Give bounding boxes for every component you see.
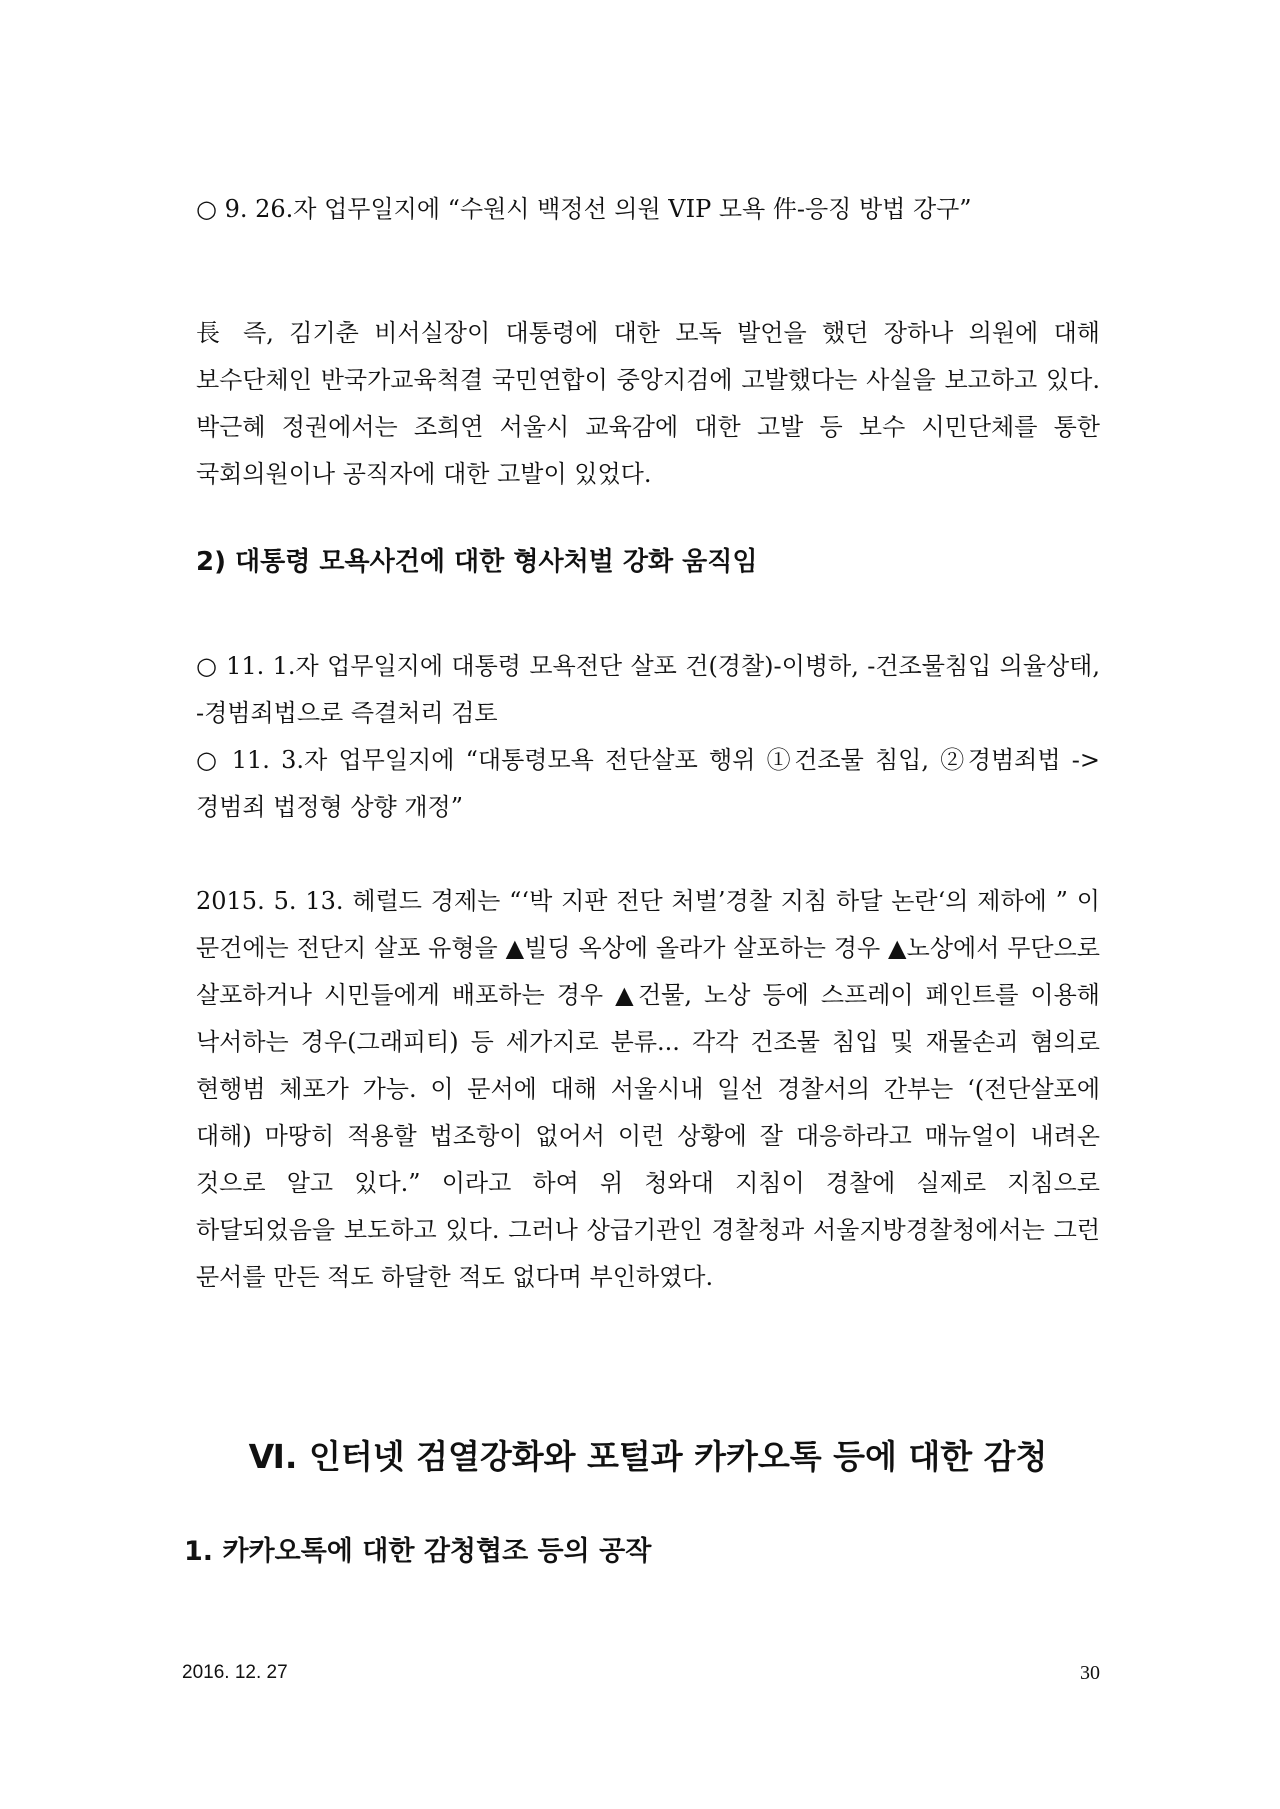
chapter-heading: Ⅵ. 인터넷 검열강화와 포털과 카카오톡 등에 대한 감청 (248, 1437, 1048, 1476)
page-number: 30 (1080, 1662, 1100, 1684)
memo-0926: ○ 9. 26.자 업무일지에 “수원시 백정선 의원 VIP 모욕 件-응징 방법 강구” (196, 195, 972, 223)
paragraph-herald-report: 2015. 5. 13. 헤럴드 경제는 “‘박 지판 전단 처벌’경찰 지침 하달 논란‘의 제하에 ” 이 문건에는 전단지 살포 유형을 ▲빌딩 옥상에 올라가 살포하는 경우 ▲노상에서 무단으로 살포하거나 시민들에게 배포하는 경우 ▲건물, 노상 등에 스프레이 페인트를 이용해 낙서하는 경우(그래피티) 등 세가지로 분류... 각각 건조물 침입 및 재물손괴 혐의로 현행범 체포가 가능. 이 문서에 대해 서울시내 일선 경찰서의 간부는 ‘(전단살포에 대해) 마땅히 적용할 법조항이 없어서 이런 상황에 잘 대응하라고 매뉴얼이 내려온 것으로 알고 있다.” 이라고 하여 위 청와대 지침이 경찰에 실제로 지침으로 하달되었음을 보도하고 있다. 그러나 상급기관인 경찰청과 서울지방경찰청에서는 그런 문서를 만든 적도 하달한 적도 없다며 부인하였다. (196, 887, 1100, 1291)
footer-date: 2016. 12. 27 (182, 1662, 288, 1683)
memo-1103: ○ 11. 3.자 업무일지에 “대통령모욕 전단살포 행위 ①건조물 침입, ②경범죄법 -> 경범죄 법정형 상향 개정” (196, 746, 1100, 821)
subheading-insult-punishment: 2) 대통령 모욕사건에 대한 형사처벌 강화 움직임 (196, 547, 758, 577)
paragraph-chief-of-staff: 長 즉, 김기춘 비서실장이 대통령에 대한 모독 발언을 했던 장하나 의원에 대해 보수단체인 반국가교육척결 국민연합이 중앙지검에 고발했다는 사실을 보고하고 있다. 박근혜 정권에서는 조희연 서울시 교육감에 대한 고발 등 보수 시민단체를 통한 국회의원이나 공직자에 대한 고발이 있었다. (196, 319, 1100, 488)
memo-1101: ○ 11. 1.자 업무일지에 대통령 모욕전단 살포 건(경찰)-이병하, -건조물침입 의율상태, -경범죄법으로 즉결처리 검토 (196, 652, 1100, 727)
section-heading: 1. 카카오톡에 대한 감청협조 등의 공작 (184, 1536, 652, 1567)
